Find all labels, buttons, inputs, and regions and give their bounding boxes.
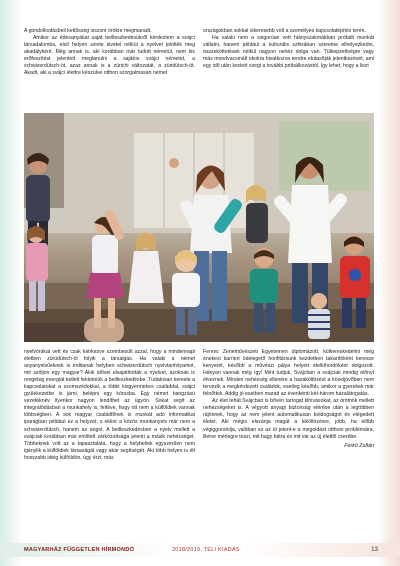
article-paragraph: Ha valaki nem a szigorúan vett hiányszakmákban próbált munkát vállalni, hanem például a kulturális szférában szeretne elhelyezkedni, összeköttetések nélkül nagyon nehéz dolga van. Tülkepzettségre vagy más mondvacsinált okokra hivatkozva rendre elutasítják jelentkezését, ami egy idő után kedvét szegi a további próbálkozástól. Így lehet, hogy a liszt (203, 35, 374, 70)
left-page-edge-gradient (0, 0, 22, 566)
article-paragraph: Ferenc Zeneművészeti Egyetemen diplomázott, külkereskedelmi még énekesi karriert ödelegető honfitársunk kezdetben takarítóként keresse kenyerét, később a művészi pálya helyett ételkihordóként dolgozott. Hányan vannak még így! Mint tudjuk, Svájcban a svájciak mindig előnyt élveznek. Minden nehézség ellenére a hazaköltözést a közeljövőben nem tervezik a megkérdezett családok, esetleg később, amikor a gyerekek már felnőttek. Addig jó esetben marad az évenkénti két-három hazalátogatás. (203, 349, 374, 398)
issue-label: 2018/2019. TÉLI KIADÁS (172, 547, 240, 553)
right-page-edge-gradient (378, 0, 400, 566)
page-footer (0, 543, 400, 557)
article-paragraph: nyelvórákat vett és csak kiérkezve szembesült azzal, hogy a mindennapi életben zürüdüisch-öl folyik a társalgás. Ha valaki a német anyanyelvűeknek is inditanak helyben schwizerdütsch nyelvtanfolyamot, mit szóljon egy magyar? Akik idővel elsajátították a nyelvet, azoknak is rengeteg energiát kellett fektetniük a beilleszkedésbe. Tudatosan kereste a kapcsolatokat a szomszédokkal, a többi kisgyermekes családdal, svájci gyülekezetbe is járni, belépni egy kórusba. Egy német hangzású vezetéknév ilyenkor nagyon lendíthet az ügyön. Sokat segít az integrálódásban a munkahely is, feltéve, hogy ott nem a külföldiek vannak többségben. A sok magyar családfőnek is munkát adó informatikai iparágban például ez a helyzet, s ekkor a közös munkanyelv már nem a schwizerdütsch, hanem az angol. A beilleszkedésben a nyelv mellett a svájciak korábban már említett zárkózottsága jelenti a másik nehézséget. Többeknek volt az a tapasztalata, hogy a helybeliek egyszerűen nem igénylik a külföldiek társaságát vagy akár segítségét. Aki több helyen is élt hosszabb ideig külföldön, úgy érzi, más (24, 349, 195, 461)
article-column-1 (24, 28, 195, 77)
article-column-2 (203, 28, 374, 70)
article-paragraph: Az élet tehát Svájcban is bőven tartogat kihívásokat, az örömök mellett nehézségeket is. A végyott anyagi biztonság elérése után a legtöbben rájönnek, hogy az nem jelent automatikusan boldogságot és elégedett életet. Aki mégis elszánja magát a kiköltözésre, jobb, ha előbb végiggondolja, valóban ez az út jelent-e a megoldást otthoni problémáira, illetve mérlegre teszi, mit hagy hátra és mit vár az új élettől cserébe. (203, 398, 374, 440)
publication-title: MAGYARHÁZ FÜGGETLEN HÍRMONDÓ (24, 547, 135, 553)
article-paragraph: országokban sokkal sikeresebb volt a személyes kapcsolatépítés terén. (203, 28, 366, 34)
article-column-4 (203, 349, 374, 450)
article-paragraph: A gondolkodásbeli kettősség viszont örökre megmaradt. (24, 28, 152, 34)
article-paragraph: Amikor az édesanyákat saját beilleszkedésükről kérdeztem a svájci társadalomba, első helyen szinte kivétel nélkül a nyelvet jelölték meg akadályként. Még annak is, aki korábban már tudott németül, nem kis erőfeszítést jelentett megtanulni a sajátos svájci németet, a schwizerdütsch-öt, azaz annak is a zürichi változatát, a züridütsch-öt. Akadt, aki a svájci élettre készülve otthon szorgalmasan német (24, 35, 195, 77)
photo-illustration (24, 113, 374, 342)
author-signature: Ferkó Zoltán (344, 442, 374, 449)
article-column-3 (24, 349, 195, 462)
article-photo-children-dancing (24, 113, 374, 342)
page-number: 13 (371, 546, 378, 553)
